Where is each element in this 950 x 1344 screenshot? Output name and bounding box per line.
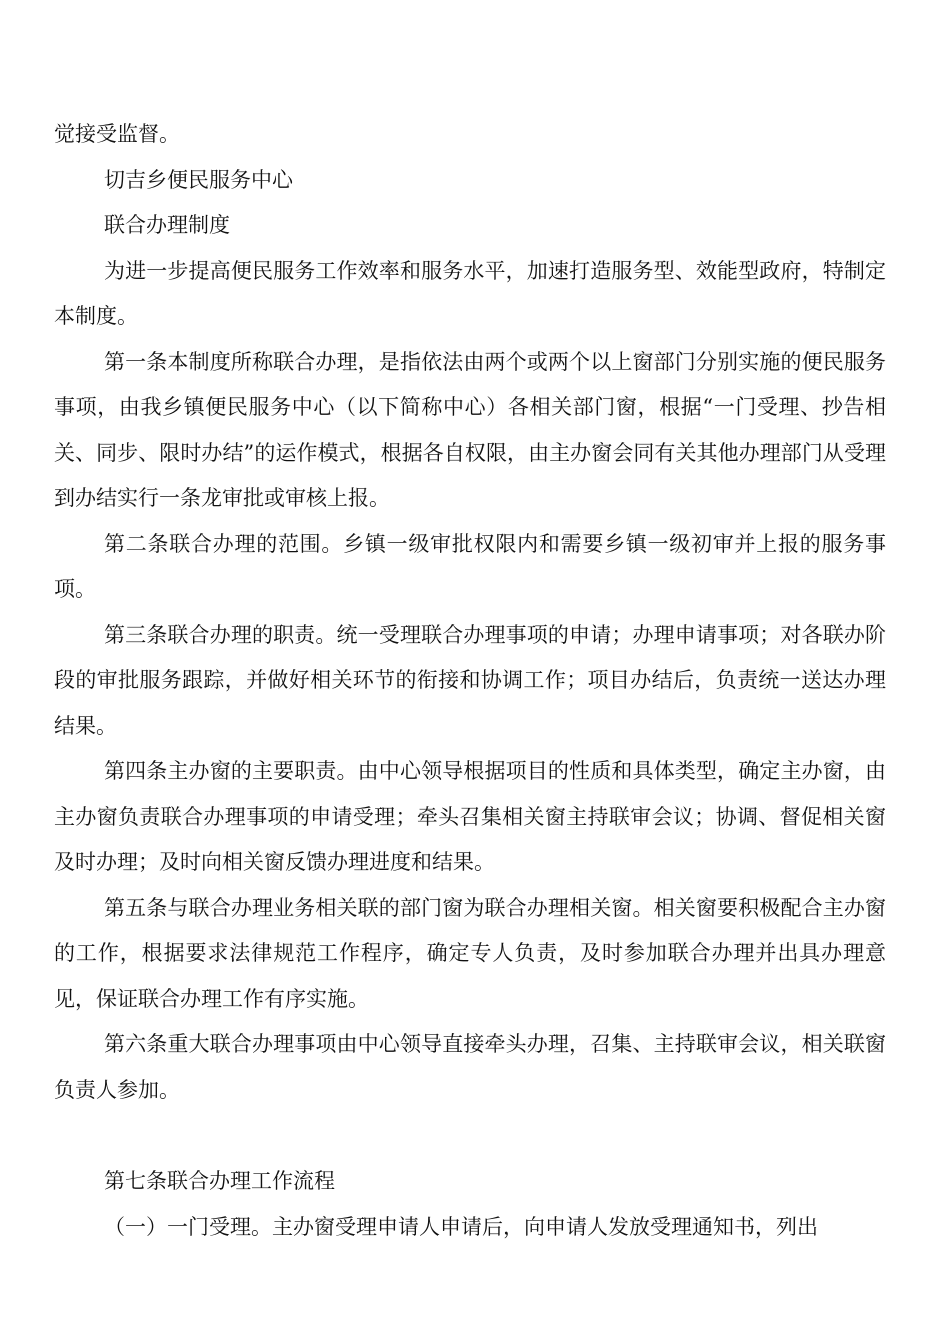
paragraph-article-7-item-1: （一）一门受理。主办窗受理申请人申请后，向申请人发放受理通知书，列出	[104, 1214, 818, 1239]
paragraph-article-3: 第三条联合办理的职责。统一受理联合办理事项的申请；办理申请事项；对各联办阶段的审批服务跟踪，并做好相关环节的衔接和协调工作；项目办结后，负责统一送达办理结果。	[54, 622, 886, 738]
paragraph-document-title: 联合办理制度	[104, 213, 230, 237]
paragraph-article-4: 第四条主办窗的主要职责。由中心领导根据项目的性质和具体类型，确定主办窗，由主办窗负责联合办理事项的申请受理；牵头召集相关窗主持联审会议；协调、督促相关窗及时办理；及时向相关窗反馈办理进度和结果。	[54, 759, 886, 874]
paragraph-article-5: 第五条与联合办理业务相关联的部门窗为联合办理相关窗。相关窗要积极配合主办窗的工作，根据要求法律规范工作程序，确定专人负责，及时参加联合办理并出具办理意见，保证联合办理工作有序实施。	[54, 895, 886, 1011]
paragraph-article-6: 第六条重大联合办理事项由中心领导直接牵头办理，召集、主持联审会议，相关联窗负责人参加。	[54, 1032, 886, 1102]
document-body	[54, 112, 886, 1250]
paragraph-continuation: 觉接受监督。	[54, 122, 180, 146]
paragraph-article-2: 第二条联合办理的范围。乡镇一级审批权限内和需要乡镇一级初审并上报的服务事项。	[54, 531, 886, 601]
paragraph-article-1: 第一条本制度所称联合办理，是指依法由两个或两个以上窗部门分别实施的便民服务事项，由我乡镇便民服务中心（以下简称中心）各相关部门窗，根据“一门受理、抄告相关、同步、限时办结”的运作模式，根据各自权限，由主办窗会同有关其他办理部门从受理到办结实行一条龙审批或审核上报。	[54, 349, 886, 510]
paragraph-preamble: 为进一步提高便民服务工作效率和服务水平，加速打造服务型、效能型政府，特制定本制度。	[54, 258, 886, 328]
paragraph-article-7: 第七条联合办理工作流程	[104, 1169, 335, 1193]
paragraph-organization-name: 切吉乡便民服务中心	[104, 167, 293, 192]
